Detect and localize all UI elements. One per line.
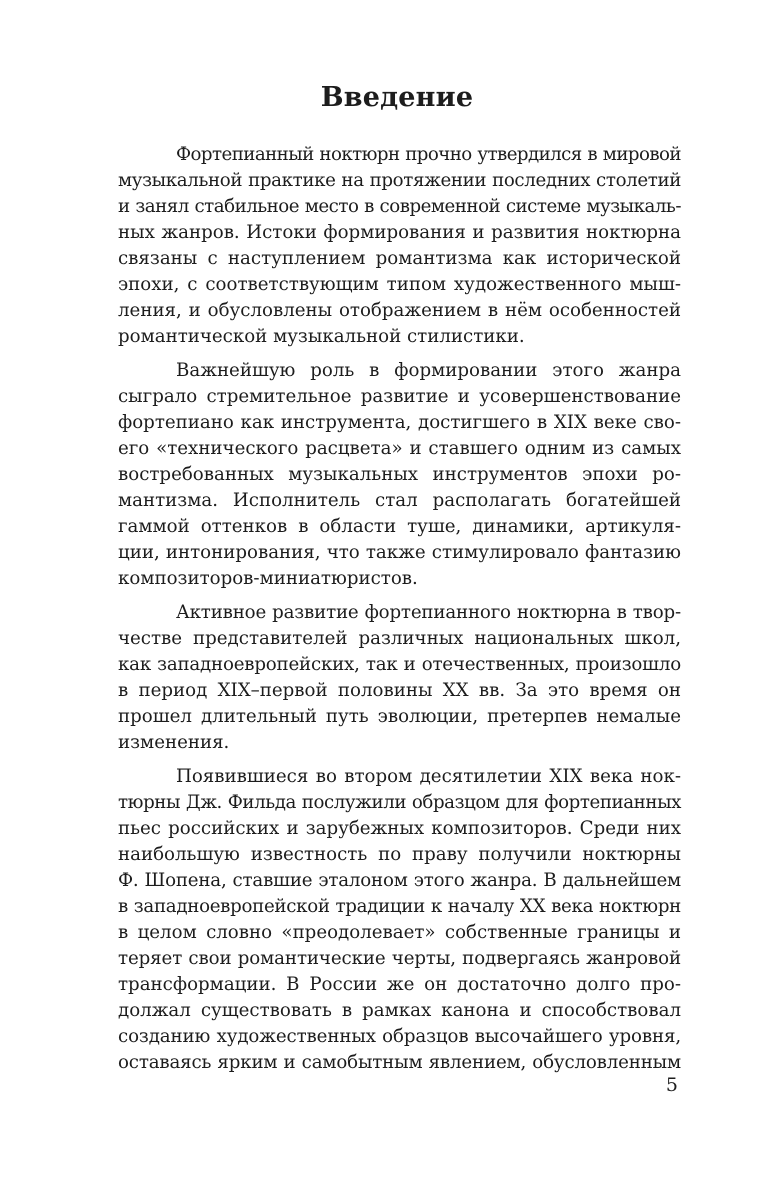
body-text bbox=[118, 142, 681, 1084]
text-line: наибольшую известность по праву получили ноктюрны bbox=[118, 844, 681, 865]
text-line: Активное развитие фортепианного ноктюрна в твор- bbox=[176, 602, 681, 623]
text-line: его «технического расцвета» и ставшего одним из самых bbox=[118, 438, 681, 459]
text-line: ления, и обусловлены отображением в нём особенностей bbox=[118, 300, 681, 321]
text-line: мантизма. Исполнитель стал располагать богатейшей bbox=[118, 490, 681, 511]
text-line: трансформации. В России же он достаточно долго про- bbox=[118, 974, 681, 995]
text-line: Ф. Шопена, ставшие эталоном этого жанра. В дальнейшем bbox=[118, 870, 681, 891]
text-line: оставаясь ярким и самобытным явлением, обусловленным bbox=[118, 1052, 681, 1073]
text-line: связаны с наступлением романтизма как исторической bbox=[118, 248, 681, 269]
text-line: созданию художественных образцов высочайшего уровня, bbox=[118, 1026, 681, 1047]
text-line: музыкальной практике на протяжении последних столетий bbox=[118, 170, 681, 191]
text-line: пьес российских и зарубежных композиторов. Среди них bbox=[118, 818, 681, 839]
paragraph-1 bbox=[118, 142, 681, 350]
text-line: сыграло стремительное развитие и усовершенствование bbox=[118, 386, 681, 407]
text-line: в западноевропейской традиции к началу XX века ноктюрн bbox=[118, 896, 681, 917]
text-line: тюрны Дж. Фильда послужили образцом для фортепианных bbox=[118, 792, 681, 813]
text-line: Фортепианный ноктюрн прочно утвердился в мировой bbox=[176, 144, 681, 165]
text-line: должал существовать в рамках канона и способствовал bbox=[118, 1000, 681, 1021]
text-line: как западноевропейских, так и отечественных, произошло bbox=[118, 654, 681, 675]
page-number: 5 bbox=[665, 1074, 678, 1096]
paragraph-3 bbox=[118, 600, 681, 756]
text-line: ции, интонирования, что также стимулировало фантазию bbox=[118, 542, 681, 563]
text-line: эпохи, с соответствующим типом художественного мыш- bbox=[118, 274, 681, 295]
text-line: фортепиано как инструмента, достигшего в XIX веке сво- bbox=[118, 412, 681, 433]
paragraph-2 bbox=[118, 358, 681, 592]
text-line: изменения. bbox=[118, 732, 230, 753]
text-line: романтической музыкальной стилистики. bbox=[118, 326, 525, 347]
text-line: в целом словно «преодолевает» собственные границы и bbox=[118, 922, 681, 943]
text-line: востребованных музыкальных инструментов эпохи ро- bbox=[118, 464, 681, 485]
text-line: Появившиеся во втором десятилетии XIX века нок- bbox=[176, 766, 681, 787]
text-line: честве представителей различных национальных школ, bbox=[118, 628, 681, 649]
text-line: композиторов-миниатюристов. bbox=[118, 568, 418, 589]
text-line: прошел длительный путь эволюции, претерпев немалые bbox=[118, 706, 681, 727]
text-line: Важнейшую роль в формировании этого жанра bbox=[176, 360, 681, 381]
paragraph-4 bbox=[118, 764, 681, 1076]
text-line: ных жанров. Истоки формирования и развития ноктюрна bbox=[118, 222, 681, 243]
text-line: теряет свои романтические черты, подвергаясь жанровой bbox=[118, 948, 681, 969]
text-line: и занял стабильное место в современной системе музыкаль- bbox=[118, 196, 681, 217]
chapter-title: Введение bbox=[320, 82, 474, 113]
text-line: в период XIX–первой половины XX вв. За это время он bbox=[118, 680, 681, 701]
text-line: гаммой оттенков в области туше, динамики, артикуля- bbox=[118, 516, 681, 537]
